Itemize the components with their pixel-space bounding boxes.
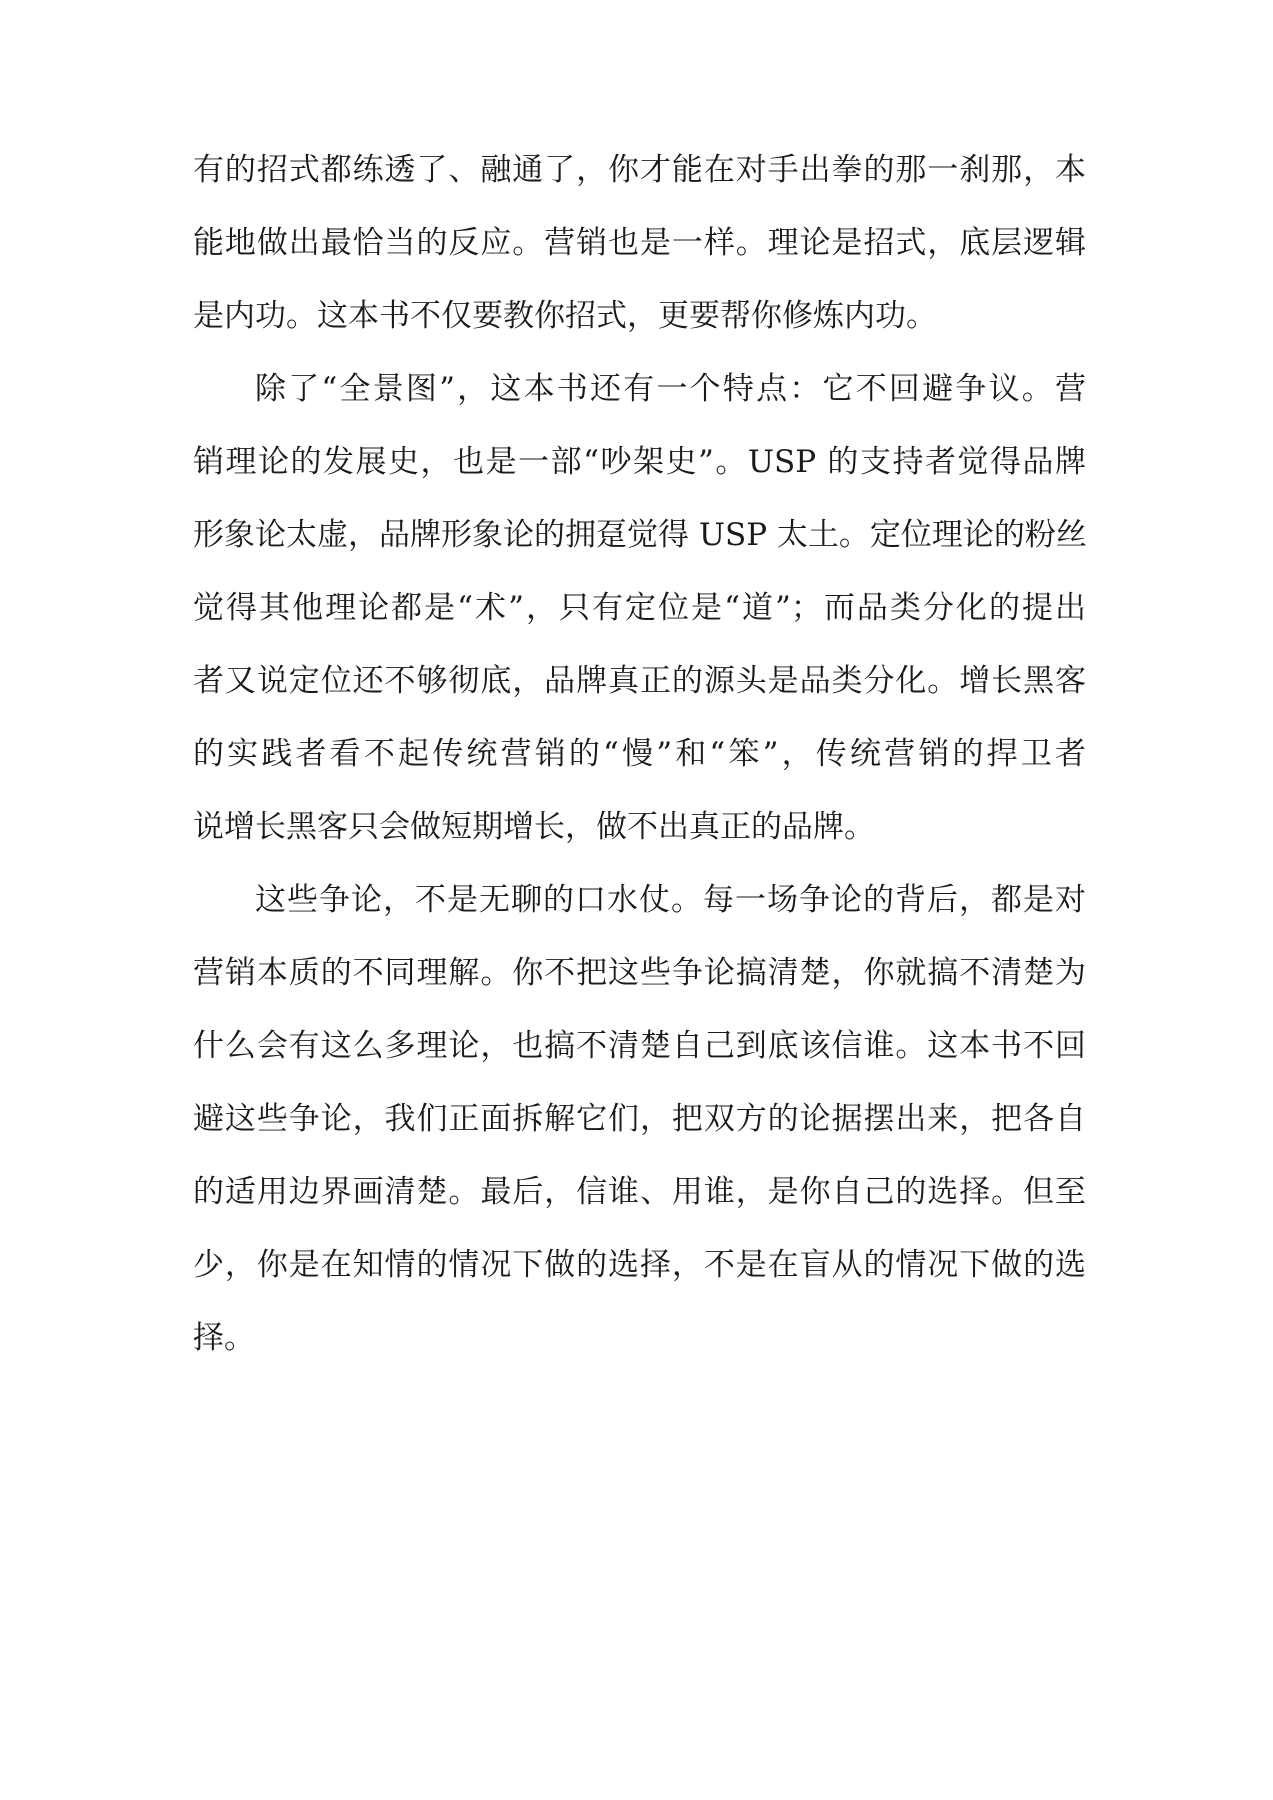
paragraph-2-line-6: 的实践者看不起传统营销的“慢”和“笨”，传统营销的捍卫者: [193, 736, 1086, 772]
paragraph-3-line-7: 择。: [193, 1320, 255, 1356]
paragraph-1-line-2: 能地做出最恰当的反应。营销也是一样。理论是招式，底层逻辑: [193, 225, 1086, 261]
paragraph-2-line-4: 觉得其他理论都是“术”，只有定位是“道”；而品类分化的提出: [193, 590, 1086, 626]
paragraph-3-line-1: 这些争论，不是无聊的口水仗。每一场争论的背后，都是对: [255, 882, 1086, 918]
paragraph-2-line-7: 说增长黑客只会做短期增长，做不出真正的品牌。: [193, 809, 875, 845]
paragraph-3-line-3: 什么会有这么多理论，也搞不清楚自己到底该信谁。这本书不回: [193, 1028, 1086, 1064]
paragraph-2-line-3: 形象论太虚，品牌形象论的拥趸觉得 USP 太土。定位理论的粉丝: [193, 517, 1087, 553]
paragraph-3-line-5: 的适用边界画清楚。最后，信谁、用谁，是你自己的选择。但至: [193, 1174, 1086, 1210]
paragraph-2-line-5: 者又说定位还不够彻底，品牌真正的源头是品类分化。增长黑客: [193, 663, 1086, 699]
paragraph-3-line-2: 营销本质的不同理解。你不把这些争论搞清楚，你就搞不清楚为: [193, 955, 1086, 991]
paragraph-3-line-6: 少，你是在知情的情况下做的选择，不是在盲从的情况下做的选: [193, 1247, 1086, 1283]
paragraph-1-line-1: 有的招式都练透了、融通了，你才能在对手出拳的那一刹那，本: [193, 152, 1086, 188]
paragraph-2-line-2: 销理论的发展史，也是一部“吵架史”。USP 的支持者觉得品牌: [193, 444, 1086, 480]
paragraph-3-line-4: 避这些争论，我们正面拆解它们，把双方的论据摆出来，把各自: [193, 1101, 1086, 1137]
paragraph-2-line-1: 除了“全景图”，这本书还有一个特点：它不回避争议。营: [255, 371, 1086, 407]
paragraph-1-line-3: 是内功。这本书不仅要教你招式，更要帮你修炼内功。: [193, 298, 937, 334]
